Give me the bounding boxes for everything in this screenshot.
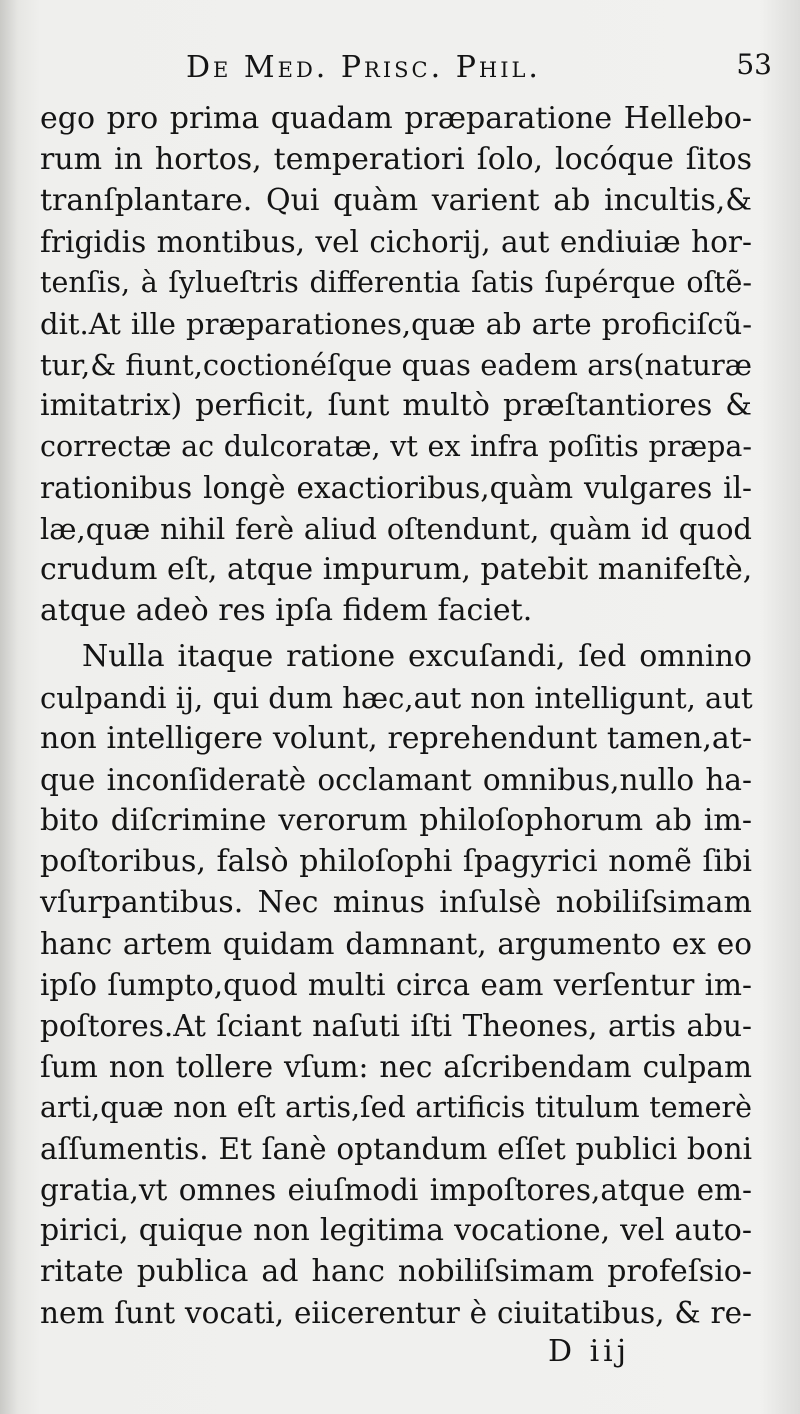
text-line: vſurpantibus. Nec minus inſulsè nobiliſsimam	[40, 885, 752, 920]
text-line: frigidis montibus, vel cichorij, aut endiuiæ hor-	[40, 225, 752, 259]
text-line: atque adeò res ipſa fidem faciet.	[40, 593, 533, 628]
text-line: ego pro prima quadam præparatione Hellebo-	[40, 101, 752, 136]
running-head: De Med. Prisc. Phil.	[186, 50, 541, 85]
text-line: rum in hortos, temperatiori ſolo, locóque ſitos	[40, 142, 752, 177]
text-line: ritate publica ad hanc nobiliſsimam profeſsio-	[40, 1254, 752, 1289]
text-line: que inconſideratè occlamant omnibus,nullo ha-	[40, 763, 752, 797]
text-line: imitatrix) perficit, ſunt multò præſtantiores &	[40, 388, 752, 423]
text-line: ſum non tollere vſum: nec aſcribendam culpam	[40, 1050, 752, 1084]
text-line: tenſis, à ſylueſtris differentia ſatis ſupérque oſtẽ-	[40, 266, 752, 299]
text-line: dit.At ille præparationes,quæ ab arte proficiſcũ-	[40, 307, 752, 341]
text-line: culpandi ij, qui dum hæc,aut non intelligunt, aut	[40, 681, 753, 715]
text-line: arti,quæ non eſt artis,ſed artificis titulum temerè	[40, 1091, 752, 1124]
text-line: gratia,vt omnes eiuſmodi impoſtores,atque em-	[40, 1173, 752, 1207]
text-line: pirici, quique non legitima vocatione, vel auto-	[40, 1213, 752, 1248]
text-line: tur,& fiunt,coctionéſque quas eadem ars(naturæ	[40, 348, 752, 382]
text-line: rationibus longè exactioribus,quàm vulgares il-	[40, 471, 752, 505]
text-line: non intelligere volunt, reprehendunt tamen,at-	[40, 721, 752, 756]
text-line: læ,quæ nihil ferè aliud oſtendunt, quàm id quod	[40, 512, 752, 546]
text-line: Nulla itaque ratione excuſandi, ſed omnino	[82, 639, 752, 674]
text-line: nem ſunt vocati, eiicerentur è ciuitatibus, & re-	[40, 1296, 752, 1330]
text-line: tranſplantare. Qui quàm varient ab incultis,&	[40, 183, 752, 218]
text-line: hanc artem quidam damnant, argumento ex eo	[40, 927, 752, 961]
text-line: correctæ ac dulcoratæ, vt ex infra poſitis præpa-	[40, 430, 752, 463]
text-line: crudum eſt, atque impurum, patebit manifeſtè,	[40, 552, 753, 587]
text-line: bito diſcrimine verorum philoſophorum ab im-	[40, 803, 752, 838]
text-line: aſſumentis. Et ſanè optandum eſſet publici boni	[40, 1132, 752, 1166]
page-number: 53	[736, 48, 772, 81]
text-line: poſtores.At ſciant naſuti iſti Theones, artis abu-	[40, 1009, 752, 1043]
signature-mark: D iij	[548, 1334, 631, 1369]
text-line: ipſo ſumpto,quod multi circa eam verſentur im-	[40, 968, 752, 1002]
text-line: poſtoribus, falsò philoſophi ſpagyrici nomẽ ſibi	[40, 844, 752, 879]
